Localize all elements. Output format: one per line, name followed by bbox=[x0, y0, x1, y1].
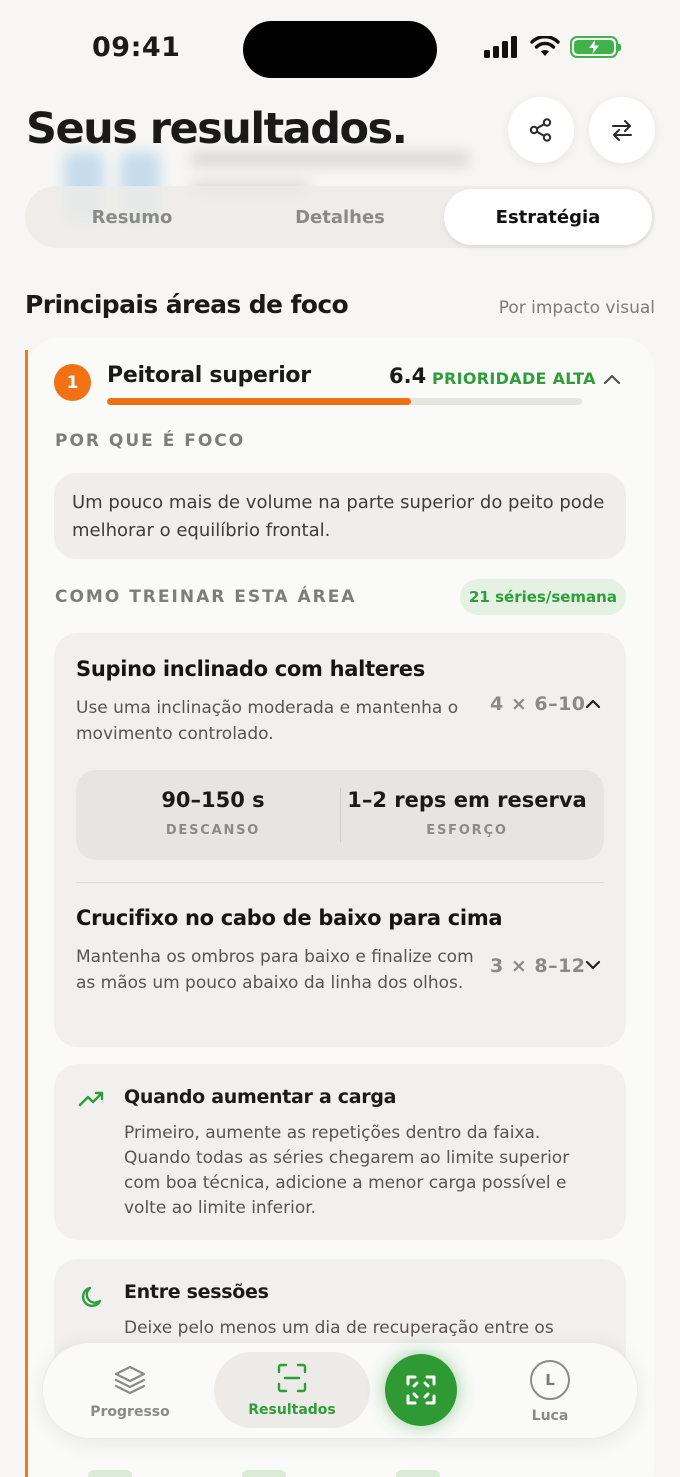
nav-progress[interactable] bbox=[70, 1356, 190, 1428]
exercise-scheme: 3 × 8–12 bbox=[490, 955, 586, 977]
focus-score-bar bbox=[107, 398, 582, 405]
status-time: 09:41 bbox=[92, 32, 181, 63]
battery-icon bbox=[570, 36, 618, 58]
signal-icon bbox=[484, 36, 520, 58]
partial-element bbox=[88, 1470, 132, 1477]
scan-results-icon bbox=[276, 1362, 308, 1394]
tip-text: Deixe pelo menos um dia de recuperação entre os bbox=[124, 1318, 554, 1338]
exercise-description: Mantenha os ombros para baixo e finalize com as mãos um pouco abaixo da linha dos olhos. bbox=[76, 947, 474, 993]
why-focus-label: POR QUE É FOCO bbox=[55, 431, 246, 451]
sort-label[interactable]: Por impacto visual bbox=[498, 298, 655, 318]
sets-per-week-badge: 21 séries/semana bbox=[460, 579, 626, 615]
focus-area-name: Peitoral superior bbox=[107, 363, 311, 388]
how-to-train-label: COMO TREINAR ESTA ÁREA bbox=[55, 587, 357, 607]
tab-resumo[interactable]: Resumo bbox=[91, 206, 173, 228]
why-focus-text: Um pouco mais de volume na parte superior do peito pode melhorar o equilíbrio frontal. bbox=[54, 473, 626, 559]
tip-text: Primeiro, aumente as repetições dentro da faixa. Quando todas as séries chegarem ao limite superior com boa técnica, adicione a menor carga possível e volte ao limite inferior. bbox=[124, 1123, 570, 1218]
tab-detalhes[interactable]: Detalhes bbox=[295, 206, 385, 228]
tip-title: Quando aumentar a carga bbox=[124, 1086, 397, 1108]
chevron-up-icon[interactable] bbox=[584, 697, 602, 711]
partial-element bbox=[396, 1470, 440, 1477]
avatar: L bbox=[530, 1360, 570, 1400]
section-title: Principais áreas de foco bbox=[25, 290, 349, 319]
scan-button[interactable] bbox=[385, 1354, 457, 1426]
tip-title: Entre sessões bbox=[124, 1281, 269, 1303]
nav-results-label: Resultados bbox=[248, 1402, 336, 1418]
focus-area-score: 6.4 bbox=[389, 364, 427, 388]
effort-label: ESFORÇO bbox=[426, 823, 508, 838]
focus-score-bar-fill bbox=[107, 398, 411, 405]
results-tabs bbox=[25, 186, 655, 248]
expand-scan-icon bbox=[404, 1373, 438, 1407]
status-bar bbox=[0, 0, 680, 100]
effort-value: 1–2 reps em reserva bbox=[347, 788, 587, 812]
chevron-down-icon[interactable] bbox=[584, 958, 602, 972]
status-icons bbox=[484, 36, 618, 58]
share-icon bbox=[528, 117, 554, 143]
tab-estrategia[interactable]: Estratégia bbox=[444, 189, 652, 245]
charging-bolt-icon bbox=[588, 40, 600, 54]
rest-label: DESCANSO bbox=[165, 823, 261, 838]
rank-badge: 1 bbox=[54, 364, 91, 401]
exercise-name[interactable]: Supino inclinado com halteres bbox=[76, 657, 425, 681]
card-accent-bar bbox=[25, 350, 28, 1477]
trending-up-icon bbox=[78, 1088, 106, 1110]
exercise-name[interactable]: Crucifixo no cabo de baixo para cima bbox=[76, 906, 503, 930]
priority-label: PRIORIDADE ALTA bbox=[432, 369, 596, 388]
share-button[interactable] bbox=[508, 97, 574, 163]
exercise-description: Use uma inclinação moderada e mantenha o movimento controlado. bbox=[76, 698, 459, 744]
nav-progress-label: Progresso bbox=[90, 1404, 170, 1420]
page-title: Seus resultados. bbox=[26, 104, 407, 154]
exercise-divider bbox=[76, 882, 604, 883]
layers-icon bbox=[113, 1364, 147, 1396]
wifi-icon bbox=[530, 36, 560, 58]
nav-luca[interactable] bbox=[500, 1356, 600, 1428]
rest-value: 90–150 s bbox=[161, 788, 265, 812]
chevron-up-icon[interactable] bbox=[602, 372, 622, 386]
swap-button[interactable] bbox=[589, 97, 655, 163]
nav-results[interactable] bbox=[214, 1352, 370, 1428]
moon-icon bbox=[80, 1284, 106, 1310]
partial-element bbox=[242, 1470, 286, 1477]
nav-luca-label: Luca bbox=[531, 1408, 569, 1424]
exercise-scheme: 4 × 6–10 bbox=[490, 693, 586, 715]
dynamic-island bbox=[243, 21, 437, 78]
swap-icon bbox=[609, 117, 635, 143]
